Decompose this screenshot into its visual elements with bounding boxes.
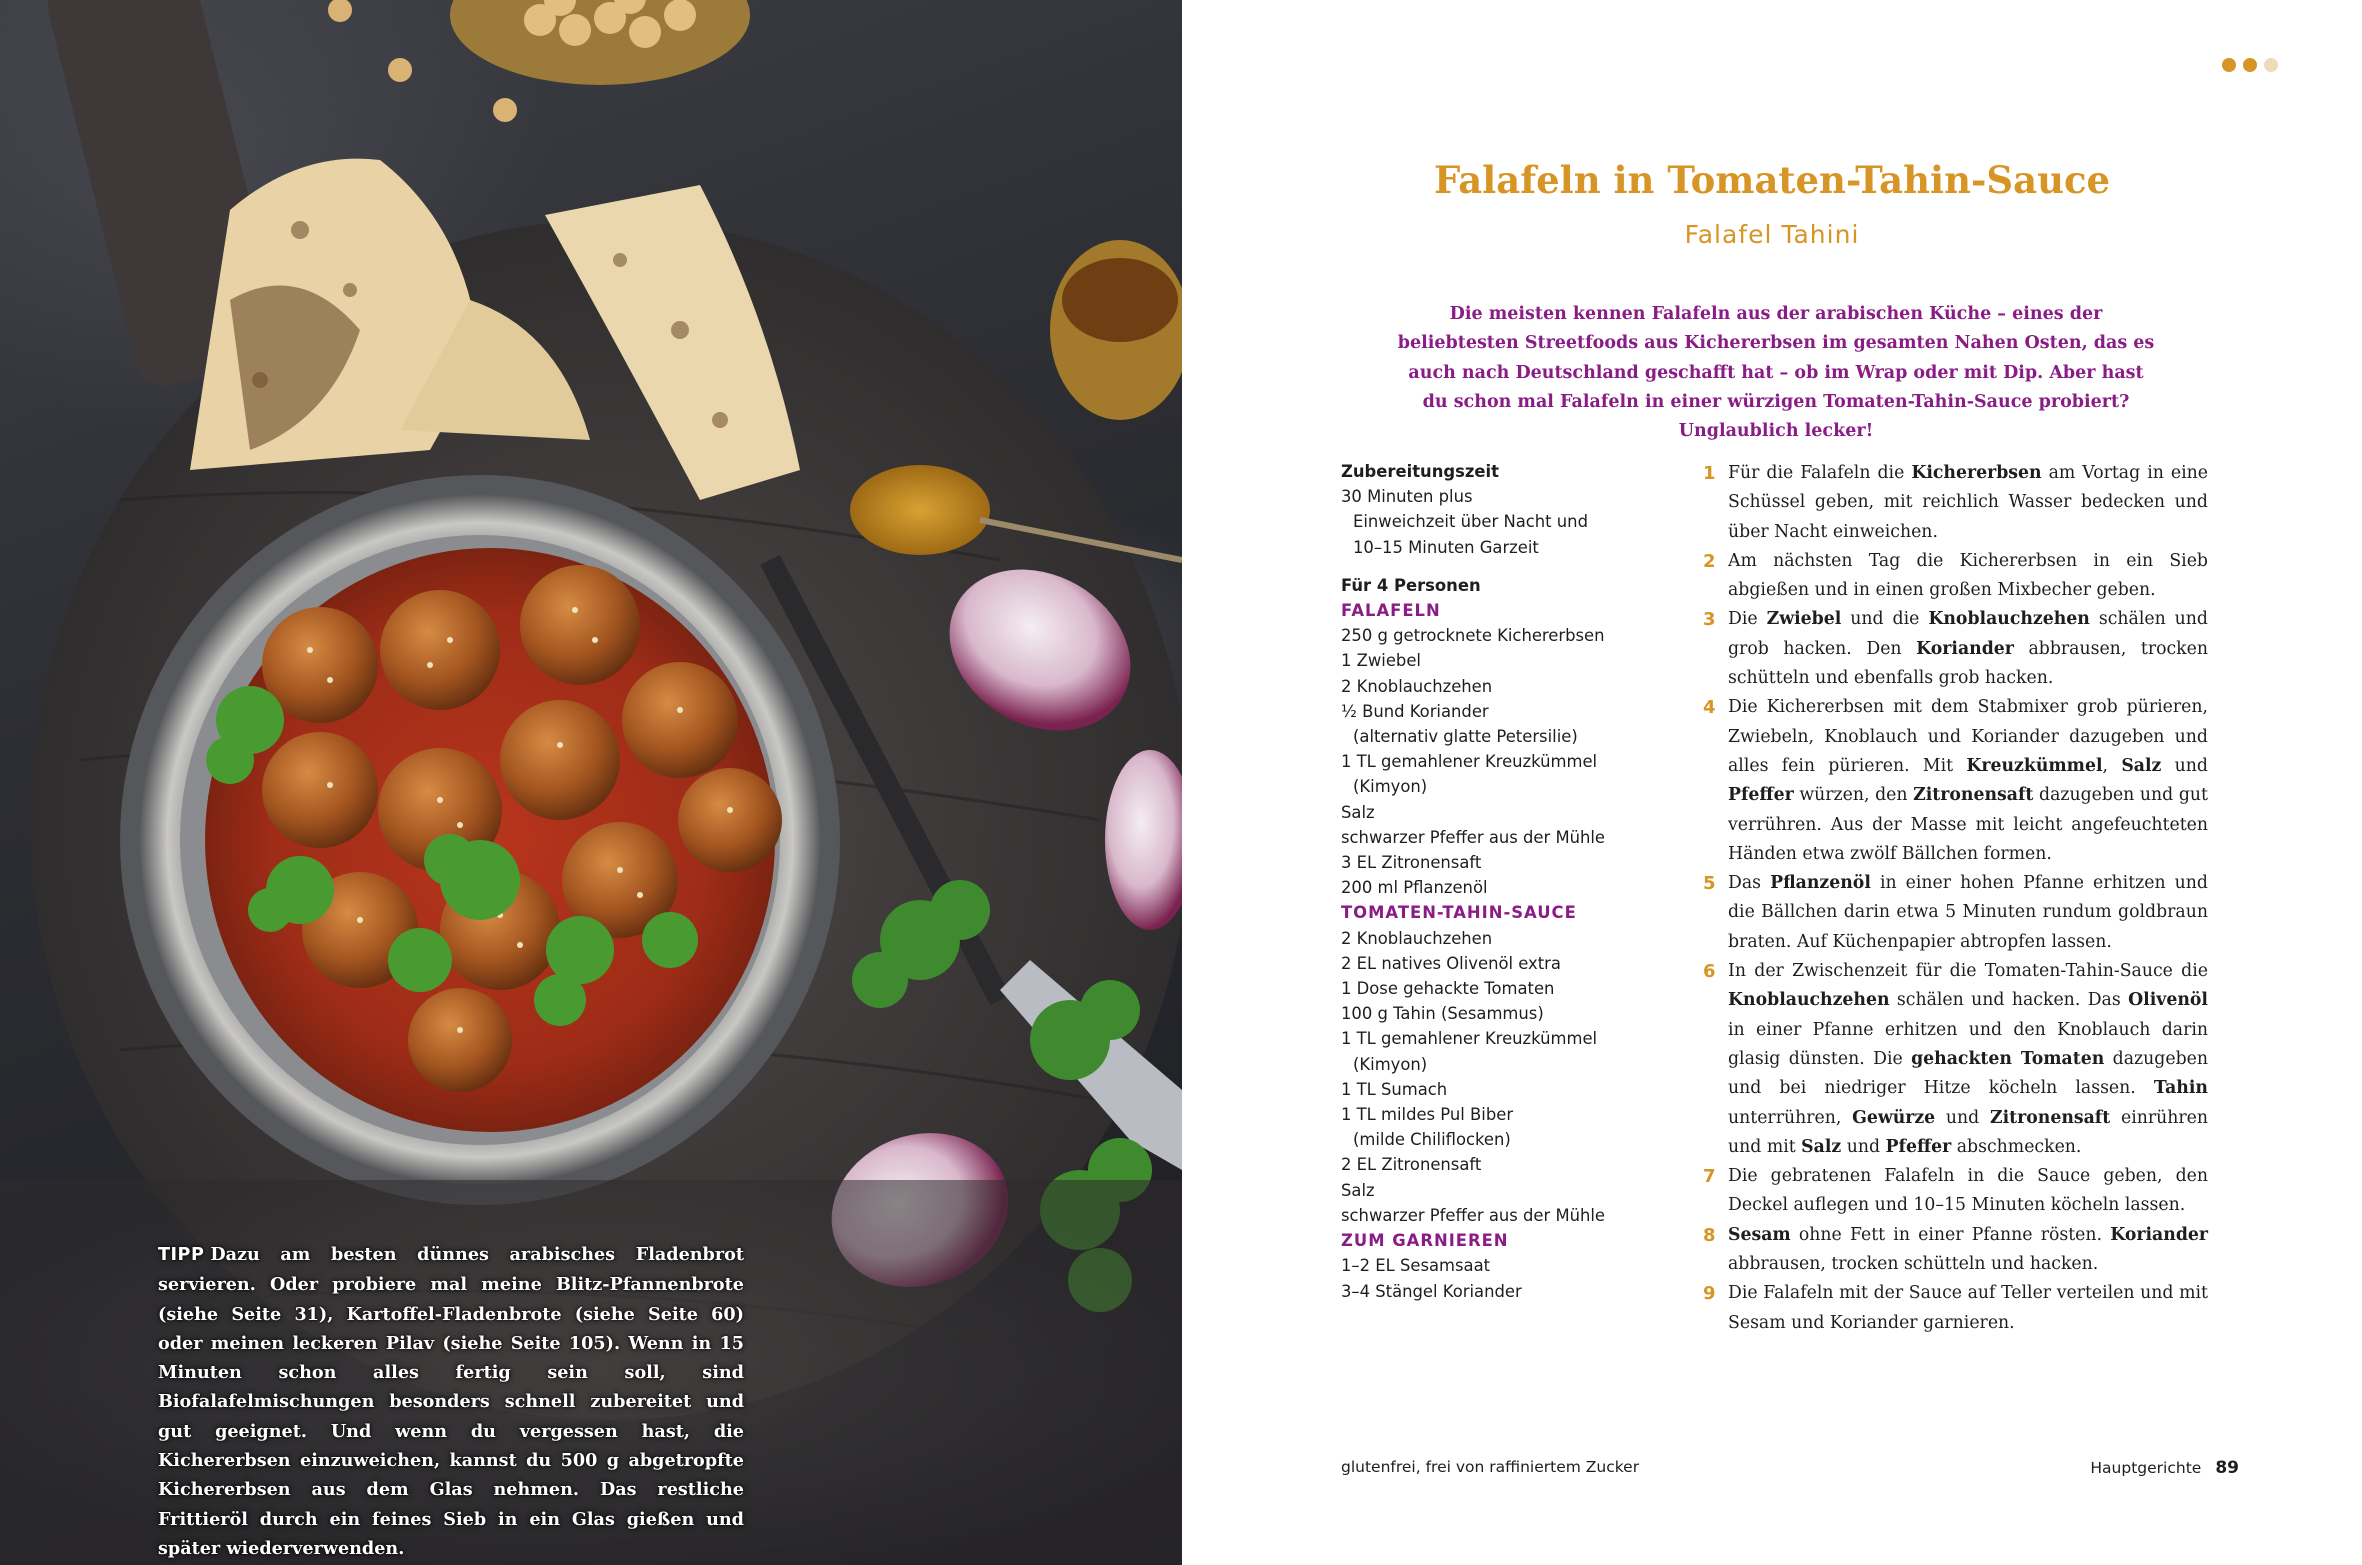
ingredient-item: 1 TL mildes Pul Biber xyxy=(1341,1105,1514,1125)
ingredient-item: 3 EL Zitronensaft xyxy=(1341,853,1482,873)
method-step xyxy=(1703,1162,2208,1221)
step-number: 1 xyxy=(1703,463,1716,484)
prep-line: Einweichzeit über Nacht und xyxy=(1353,512,1588,532)
step-text: Für die Falafeln die Kichererbsen am Vortag in eine Schüssel geben, mit reichlich Wasser bedecken und über Nacht einweichen. xyxy=(1728,463,2208,542)
ingredient-section-title: FALAFELN xyxy=(1341,601,1441,621)
ingredient-section-title: TOMATEN-TAHIN-SAUCE xyxy=(1341,903,1577,923)
step-text: Die Falafeln mit der Sauce auf Teller verteilen und mit Sesam und Koriander garnieren. xyxy=(1728,1283,2208,1333)
step-text: Sesam ohne Fett in einer Pfanne rösten. Koriander abbrausen, trocken schütteln und hacken. xyxy=(1728,1224,2208,1275)
ingredient-item: 1 TL Sumach xyxy=(1341,1079,1448,1099)
difficulty-dot-3 xyxy=(2264,58,2278,72)
step-number: 2 xyxy=(1703,550,1716,572)
step-number: 5 xyxy=(1703,873,1716,895)
step-number: 8 xyxy=(1703,1224,1716,1246)
ingredient-item: ½ Bund Koriander xyxy=(1341,701,1489,721)
ingredient-section-title: ZUM GARNIEREN xyxy=(1341,1231,1509,1251)
step-text: Das Pflanzenöl in einer hohen Pfanne erhitzen und die Bällchen darin etwa 5 Minuten rundum goldbraun braten. Auf Küchenpapier abtropfen lassen. xyxy=(1728,873,2208,952)
ingredient-item: 1 Zwiebel xyxy=(1341,651,1421,671)
ingredient-item: Salz xyxy=(1341,802,1375,822)
ingredient-item: Salz xyxy=(1341,1180,1375,1200)
ingredient-item: schwarzer Pfeffer aus der Mühle xyxy=(1341,827,1606,847)
page-number: 89 xyxy=(2215,1458,2239,1478)
difficulty-dot-2 xyxy=(2243,58,2257,72)
step-number: 3 xyxy=(1703,609,1716,631)
ingredient-item: 1 Dose gehackte Tomaten xyxy=(1341,979,1555,999)
ingredient-item: (Kimyon) xyxy=(1353,777,1428,797)
step-number: 6 xyxy=(1703,961,1716,983)
method-steps xyxy=(1703,459,2208,1338)
tip-text: Dazu am besten dünnes arabisches Fladenbrot servieren. Oder probiere mal meine Blitz-Pfannenbrote (siehe Seite 31), Kartoffel-Fladenbrote (siehe Seite 60) oder meinen leckeren Pilav (siehe Seite 105). Wenn in 15 Minuten schon alles fertig sein soll, sind Biofalafelmischungen besonders schnell zubereitet und gut geeignet. Und wenn du vergessen hast, die Kichererbsen einzuweichen, kannst du 500 g abgetropfte Kichererbsen aus dem Glas nehmen. Das restliche Frittieröl durch ein feines Sieb in ein Glas gießen und später wiederverwenden. xyxy=(158,1244,744,1559)
ingredient-item: 200 ml Pflanzenöl xyxy=(1341,878,1488,898)
footer-diet-note: glutenfrei, frei von raffiniertem Zucker xyxy=(1341,1458,1640,1476)
ingredient-item: (alternativ glatte Petersilie) xyxy=(1353,727,1578,747)
ingredient-item: 2 EL Zitronensaft xyxy=(1341,1155,1482,1175)
method-step xyxy=(1703,547,2208,606)
step-number: 9 xyxy=(1703,1283,1716,1305)
ingredient-item: 2 EL natives Olivenöl extra xyxy=(1341,953,1561,973)
ingredient-item: schwarzer Pfeffer aus der Mühle xyxy=(1341,1205,1606,1225)
prep-line: 30 Minuten plus xyxy=(1341,487,1473,507)
step-text: Am nächsten Tag die Kichererbsen in ein Sieb abgießen und in einen großen Mixbecher geben. xyxy=(1728,550,2208,601)
method-step xyxy=(1703,693,2208,869)
recipe-title: Falafeln in Tomaten-Tahin-Sauce xyxy=(1433,158,2111,202)
ingredient-item: 100 g Tahin (Sesammus) xyxy=(1341,1004,1544,1024)
ingredient-item: (milde Chiliflocken) xyxy=(1353,1130,1511,1150)
step-number: 4 xyxy=(1703,697,1716,719)
ingredient-sections xyxy=(1341,598,1641,1304)
difficulty-dots xyxy=(2222,58,2278,72)
step-text: Die gebratenen Falafeln in die Sauce geben, den Deckel auflegen und 10–15 Minuten köcheln lassen. xyxy=(1728,1166,2208,1216)
ingredient-item: (Kimyon) xyxy=(1353,1054,1428,1074)
prep-line: 10–15 Minuten Garzeit xyxy=(1353,537,1539,557)
footer-section xyxy=(2090,1458,2239,1478)
method-step xyxy=(1703,1279,2208,1338)
ingredient-item: 250 g getrocknete Kichererbsen xyxy=(1341,626,1605,646)
method-step xyxy=(1703,459,2208,547)
ingredient-item: 3–4 Stängel Koriander xyxy=(1341,1281,1522,1301)
servings-heading: Für 4 Personen xyxy=(1341,575,1481,595)
footer-section-name: Hauptgerichte xyxy=(2090,1459,2202,1477)
ingredient-item: 1 TL gemahlener Kreuzkümmel xyxy=(1341,752,1598,772)
step-text: Die Kichererbsen mit dem Stabmixer grob pürieren, Zwiebeln, Knoblauch und Koriander dazugeben und alles fein pürieren. Mit Kreuzkümmel, Salz und Pfeffer würzen, den Zitronensaft dazugeben und gut verrühren. Aus der Masse mit leicht angefeuchteten Händen etwa zwölf Bällchen formen. xyxy=(1728,697,2208,864)
ingredient-item: 1–2 EL Sesamsaat xyxy=(1341,1256,1491,1276)
ingredient-item: 2 Knoblauchzehen xyxy=(1341,676,1493,696)
recipe-subtitle: Falafel Tahini xyxy=(1684,220,1860,249)
recipe-intro: Die meisten kennen Falafeln aus der arabischen Küche – eines der beliebtesten Streetfoods aus Kichererbsen im gesamten Nahen Osten, das es auch nach Deutschland geschafft hat – ob im Wrap oder mit Dip. Aber hast du schon mal Falafeln in einer würzigen Tomaten-Tahin-Sauce probiert? Unglaublich lecker! xyxy=(1397,304,2155,442)
ingredient-item: 2 Knoblauchzehen xyxy=(1341,928,1493,948)
method-step xyxy=(1703,957,2208,1162)
method-step xyxy=(1703,869,2208,957)
ingredient-item: 1 TL gemahlener Kreuzkümmel xyxy=(1341,1029,1598,1049)
step-number: 7 xyxy=(1703,1166,1716,1188)
prep-time-heading: Zubereitungszeit xyxy=(1341,462,1499,481)
step-text: In der Zwischenzeit für die Tomaten-Tahin-Sauce die Knoblauchzehen schälen und hacken. Das Olivenöl in einer Pfanne erhitzen und den Knoblauch darin glasig dünsten. Die gehackten Tomaten dazugeben und bei niedriger Hitze köcheln lassen. Tahin unterrühren, Gewürze und Zitronensaft einrühren und mit Salz und Pfeffer abschmecken. xyxy=(1728,961,2208,1157)
difficulty-dot-1 xyxy=(2222,58,2236,72)
method-step xyxy=(1703,1221,2208,1280)
ingredients-column xyxy=(1341,459,1641,1304)
tip-box xyxy=(158,1240,744,1563)
method-step xyxy=(1703,605,2208,693)
tip-label: TIPP xyxy=(158,1245,205,1265)
step-text: Die Zwiebel und die Knoblauchzehen schälen und grob hacken. Den Koriander abbrausen, trocken schütteln und ebenfalls grob hacken. xyxy=(1728,609,2208,689)
